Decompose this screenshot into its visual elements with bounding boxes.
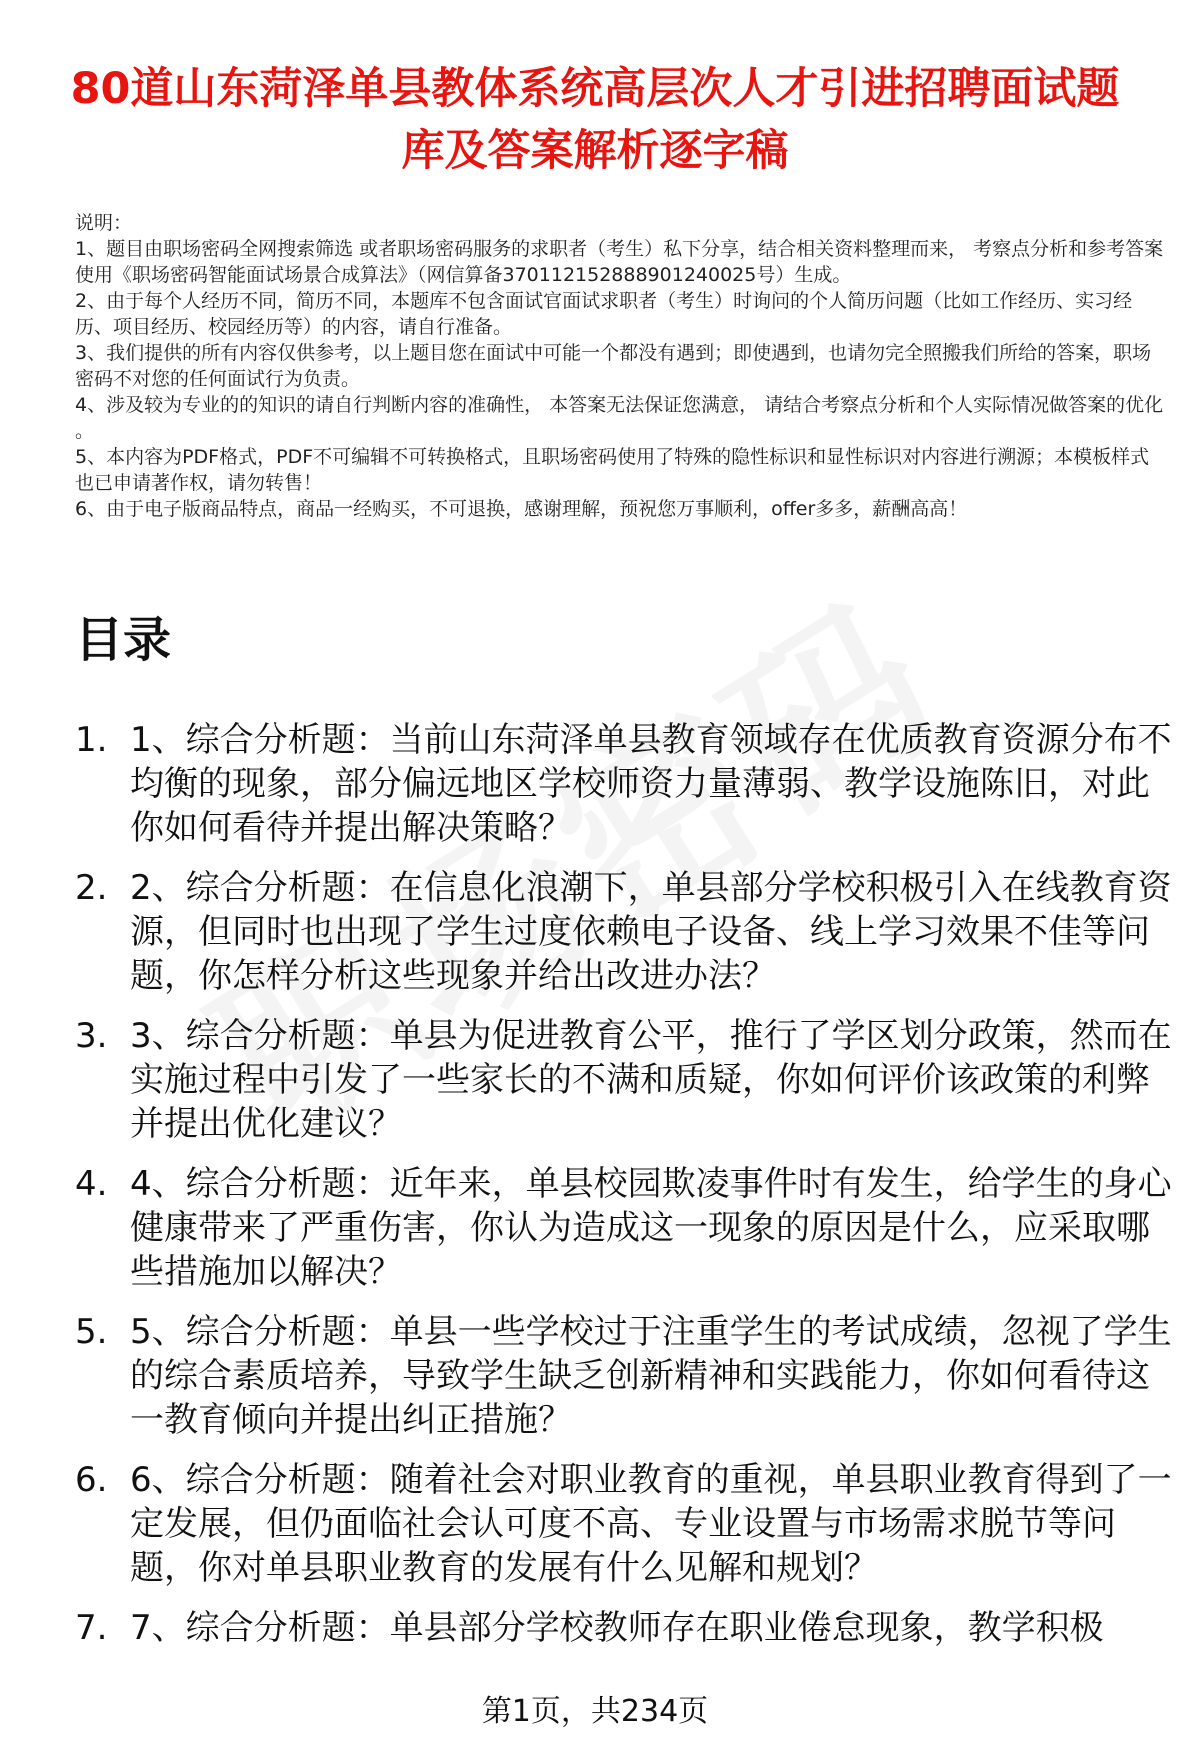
toc-item[interactable]: [75, 1310, 1175, 1442]
note-item: 2、由于每个人经历不同，简历不同，本题库不包含面试官面试求职者（考生）时询问的个人简历问题（比如工作经历、实习经历、项目经历、校园经历等）的内容，请自行准备。: [75, 290, 1133, 338]
toc-item[interactable]: [75, 1458, 1175, 1590]
toc-item[interactable]: [75, 718, 1175, 850]
page-footer: 第1页，共234页: [481, 1694, 709, 1729]
toc-item-number: 1.: [75, 720, 108, 760]
toc-item-text[interactable]: 2、综合分析题：在信息化浪潮下，单县部分学校积极引入在线教育资源，但同时也出现了学生过度依赖电子设备、线上学习效果不佳等问题，你怎样分析这些现象并给出改进办法？: [130, 868, 1172, 996]
toc-item-text[interactable]: 1、综合分析题：当前山东菏泽单县教育领域存在优质教育资源分布不均衡的现象，部分偏远地区学校师资力量薄弱、教学设施陈旧，对此你如何看待并提出解决策略？: [130, 720, 1172, 848]
note-item: 6、由于电子版商品特点，商品一经购买，不可退换，感谢理解，预祝您万事顺利，offer多多，薪酬高高！: [75, 498, 968, 520]
toc-item-text[interactable]: 5、综合分析题：单县一些学校过于注重学生的考试成绩，忽视了学生的综合素质培养，导致学生缺乏创新精神和实践能力，你如何看待这一教育倾向并提出纠正措施？: [130, 1312, 1172, 1440]
toc-item-number: 5.: [75, 1312, 108, 1352]
toc-item[interactable]: [75, 1162, 1175, 1294]
toc-item-text[interactable]: 4、综合分析题：近年来，单县校园欺凌事件时有发生，给学生的身心健康带来了严重伤害，你认为造成这一现象的原因是什么，应采取哪些措施加以解决？: [130, 1164, 1172, 1292]
toc-heading: 目录: [75, 612, 172, 668]
note-item: 1、题目由职场密码全网搜索筛选 或者职场密码服务的求职者（考生）私下分享，结合相关资料整理而来， 考察点分析和参考答案使用《职场密码智能面试场景合成算法》（网信算备370112152888901240025号）生成。: [75, 238, 1164, 286]
toc-item[interactable]: [75, 1606, 1175, 1650]
toc-item-number: 6.: [75, 1460, 108, 1500]
document-title: 80道山东菏泽单县教体系统高层次人才引进招聘面试题库及答案解析逐字稿: [70, 64, 1120, 176]
notes-section: [75, 210, 1165, 522]
toc-item-number: 2.: [75, 868, 108, 908]
toc-item-number: 3.: [75, 1016, 108, 1056]
toc-item-text[interactable]: 3、综合分析题：单县为促进教育公平，推行了学区划分政策，然而在实施过程中引发了一些家长的不满和质疑，你如何评价该政策的利弊并提出优化建议？: [130, 1016, 1172, 1144]
note-item: 4、涉及较为专业的的知识的请自行判断内容的准确性， 本答案无法保证您满意， 请结合考察点分析和个人实际情况做答案的优化 。: [75, 394, 1164, 442]
toc-item[interactable]: [75, 1014, 1175, 1146]
toc-list: [75, 718, 1175, 1668]
toc-item-number: 4.: [75, 1164, 108, 1204]
note-item: 5、本内容为PDF格式，PDF不可编辑不可转换格式，且职场密码使用了特殊的隐性标识和显性标识对内容进行溯源；本模板样式也已申请著作权，请勿转售！: [75, 446, 1150, 494]
notes-label: 说明：: [75, 212, 133, 234]
toc-item-number: 7.: [75, 1608, 108, 1648]
toc-item-text[interactable]: 7、综合分析题：单县部分学校教师存在职业倦怠现象，教学积极: [130, 1608, 1104, 1648]
toc-item-text[interactable]: 6、综合分析题：随着社会对职业教育的重视，单县职业教育得到了一定发展，但仍面临社会认可度不高、专业设置与市场需求脱节等问题，你对单县职业教育的发展有什么见解和规划？: [130, 1460, 1172, 1588]
toc-item[interactable]: [75, 866, 1175, 998]
note-item: 3、我们提供的所有内容仅供参考，以上题目您在面试中可能一个都没有遇到；即使遇到，也请勿完全照搬我们所给的答案，职场密码不对您的任何面试行为负责。: [75, 342, 1152, 390]
